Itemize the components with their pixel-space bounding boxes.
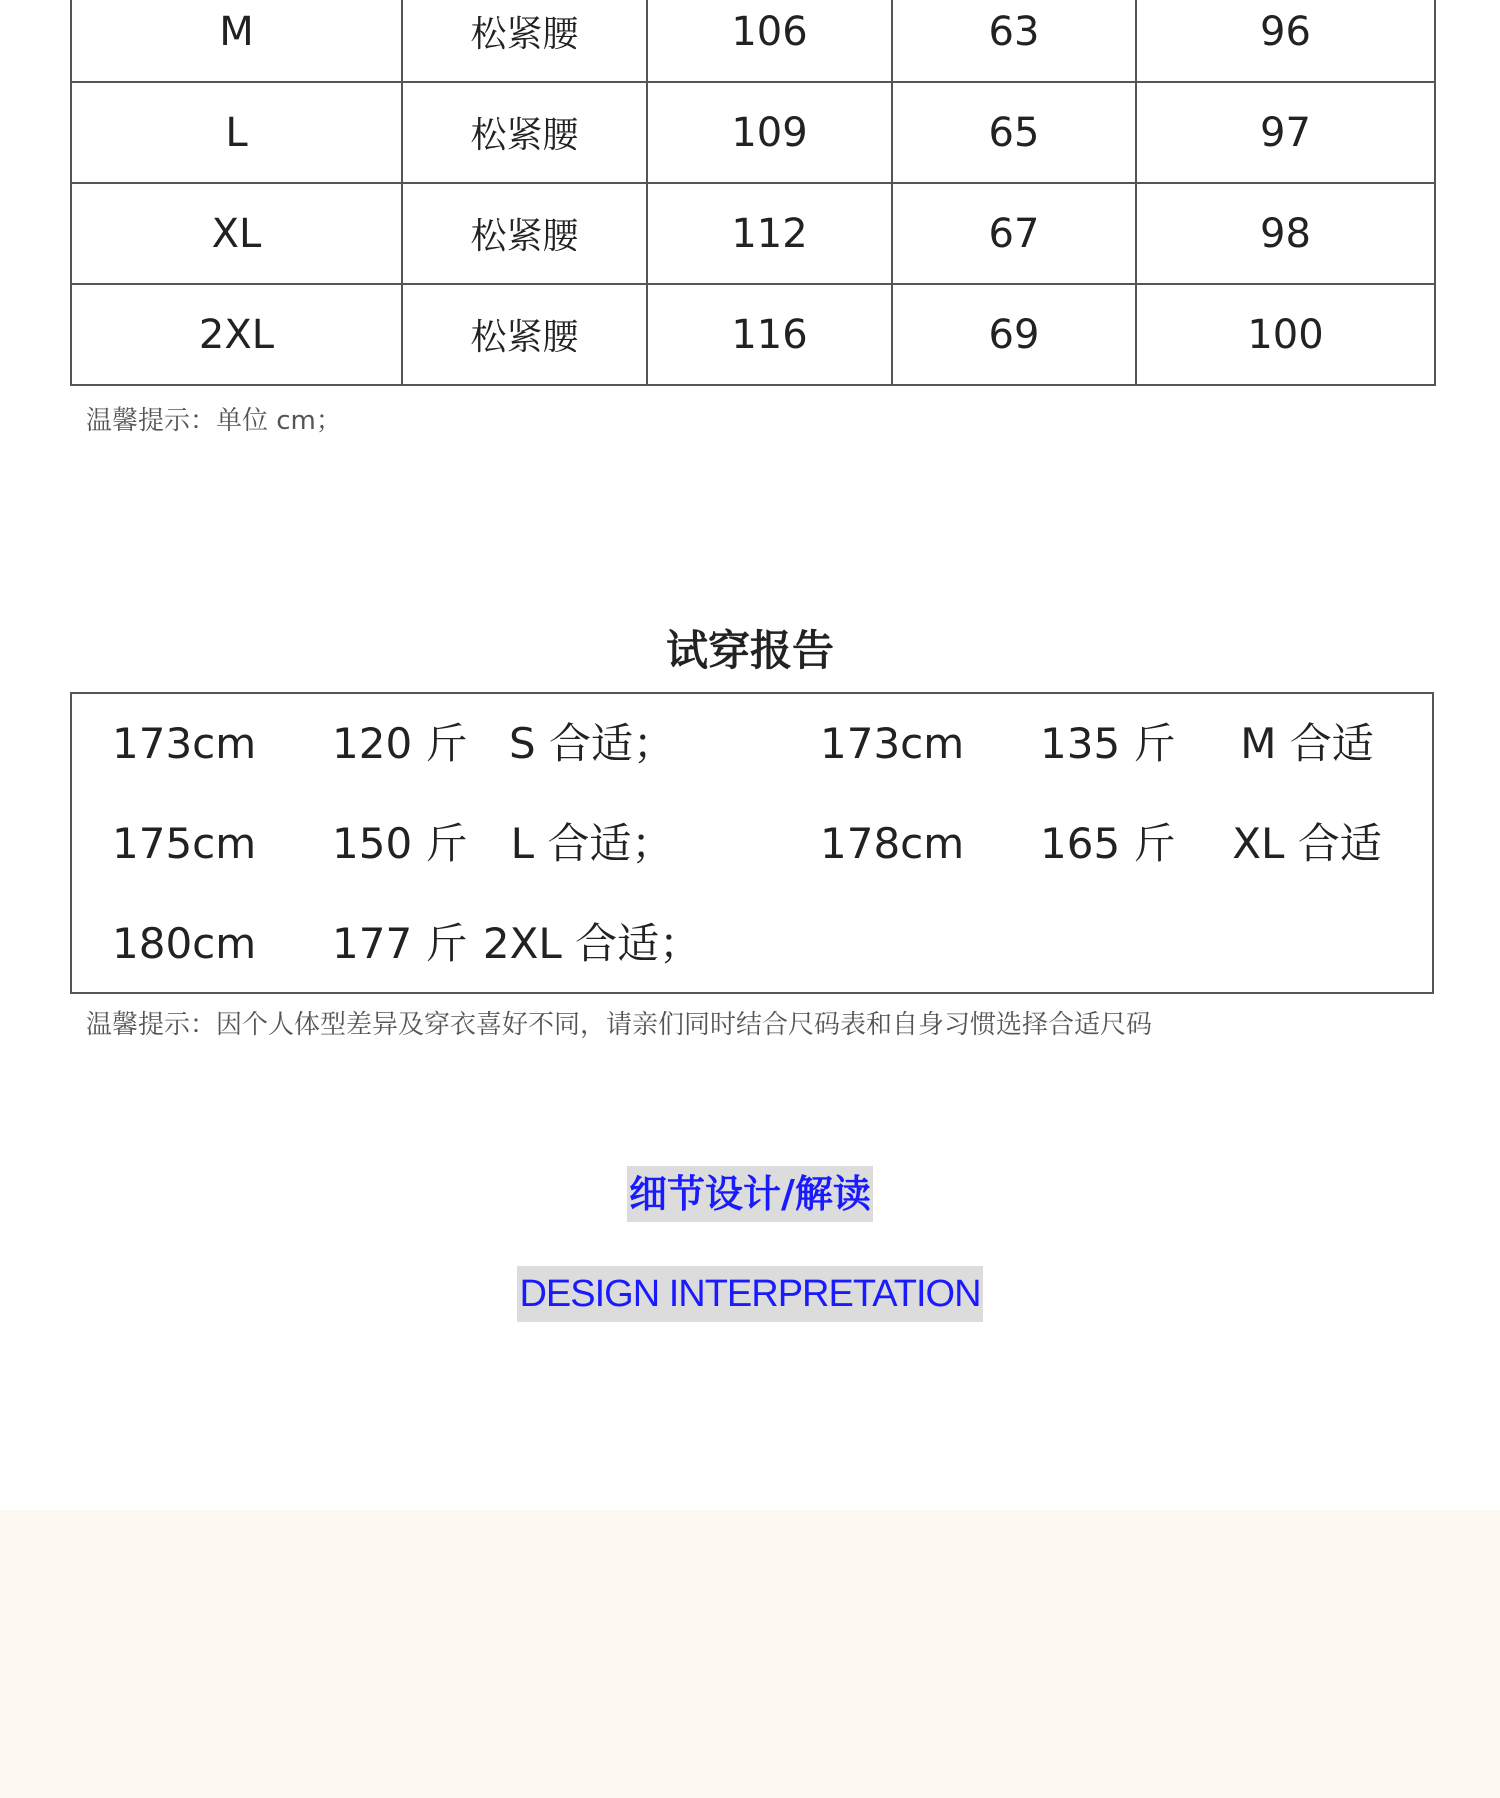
table-row — [71, 0, 1435, 82]
measurement-cell: 112 — [647, 183, 892, 284]
report-row — [72, 714, 1432, 774]
size-cell: M — [71, 0, 402, 82]
fit-size: 2XL 合适； — [482, 919, 702, 968]
weight-value: 135 斤 — [1040, 719, 1176, 768]
height-value: 178cm — [820, 819, 965, 868]
measurement-cell: 67 — [892, 183, 1136, 284]
detail-subheading — [0, 1266, 1500, 1322]
size-cell: XL — [71, 183, 402, 284]
measurement-cell: 63 — [892, 0, 1136, 82]
fit-size: XL 合适 — [1232, 819, 1382, 868]
size-cell: L — [71, 82, 402, 183]
table-row — [71, 82, 1435, 183]
table-row — [71, 183, 1435, 284]
fit-note: 温馨提示：因个人体型差异及穿衣喜好不同，请亲们同时结合尺码表和自身习惯选择合适尺码 — [86, 1010, 1153, 1040]
height-value: 180cm — [112, 919, 257, 968]
weight-value: 165 斤 — [1040, 819, 1176, 868]
measurement-cell: 100 — [1136, 284, 1435, 385]
size-cell: 2XL — [71, 284, 402, 385]
table-row — [71, 284, 1435, 385]
waist-type-cell: 松紧腰 — [402, 183, 647, 284]
weight-value: 120 斤 — [332, 719, 468, 768]
height-value: 175cm — [112, 819, 257, 868]
try-on-report — [70, 692, 1434, 994]
fit-size: L 合适； — [510, 819, 674, 868]
measurement-cell: 96 — [1136, 0, 1435, 82]
cream-background-section — [0, 1510, 1500, 1798]
detail-title: 细节设计/解读 — [627, 1166, 873, 1222]
unit-note: 温馨提示：单位 cm； — [86, 406, 342, 436]
report-title: 试穿报告 — [665, 626, 834, 675]
measurement-cell: 69 — [892, 284, 1136, 385]
fit-size: S 合适； — [508, 719, 675, 768]
waist-type-cell: 松紧腰 — [402, 284, 647, 385]
weight-value: 150 斤 — [332, 819, 468, 868]
measurement-cell: 106 — [647, 0, 892, 82]
detail-heading — [0, 1166, 1500, 1222]
report-row — [72, 914, 1432, 974]
measurement-cell: 109 — [647, 82, 892, 183]
fit-size: M 合适 — [1240, 719, 1374, 768]
measurement-cell: 65 — [892, 82, 1136, 183]
waist-type-cell: 松紧腰 — [402, 82, 647, 183]
height-value: 173cm — [820, 719, 965, 768]
height-value: 173cm — [112, 719, 257, 768]
measurement-cell: 116 — [647, 284, 892, 385]
report-row — [72, 814, 1432, 874]
size-table — [70, 0, 1436, 386]
measurement-cell: 98 — [1136, 183, 1435, 284]
detail-subtitle: DESIGN INTERPRETATION — [517, 1266, 982, 1322]
measurement-cell: 97 — [1136, 82, 1435, 183]
weight-value: 177 斤 — [332, 919, 468, 968]
waist-type-cell: 松紧腰 — [402, 0, 647, 82]
